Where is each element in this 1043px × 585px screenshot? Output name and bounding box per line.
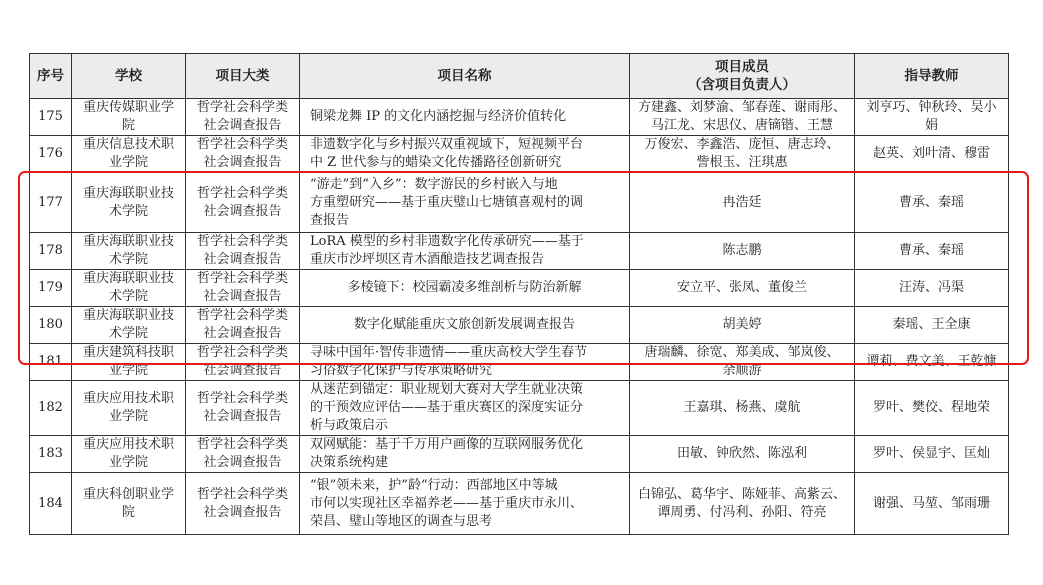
cell-project-name-line: 数字化赋能重庆文旅创新发展调查报告 <box>353 317 575 332</box>
cell-school <box>72 473 186 535</box>
cell-project-name-line: 方重塑研究——基于重庆璧山七塘镇喜观村的调 <box>310 194 584 210</box>
cell-category <box>186 99 300 136</box>
cell-members <box>630 344 855 381</box>
cell-seq: 177 <box>30 173 72 233</box>
header-members-line2: （含项目负责人） <box>688 77 796 93</box>
cell-category-line: 社会调查报告 <box>203 455 282 470</box>
table-row <box>30 381 1009 436</box>
cell-project-name-line: 析与政策启示 <box>310 418 389 433</box>
cell-school <box>72 381 186 436</box>
cell-project-name <box>300 136 630 173</box>
cell-category-line: 社会调查报告 <box>203 252 282 267</box>
cell-advisor <box>855 136 1009 173</box>
cell-category-line: 哲学社会科学类 <box>196 308 288 323</box>
cell-advisor <box>855 270 1009 307</box>
cell-school <box>72 136 186 173</box>
cell-school-line: 院 <box>121 504 135 520</box>
cell-project-name-line: 查报告 <box>310 212 350 228</box>
cell-advisor <box>855 344 1009 381</box>
cell-members-line: 冉浩廷 <box>722 194 762 210</box>
cell-advisor <box>855 381 1009 436</box>
cell-advisor-line: 罗叶、侯显宇、匡灿 <box>872 446 990 461</box>
cell-category-line: 社会调查报告 <box>203 363 282 378</box>
cell-advisor-line: 秦瑶、王全康 <box>892 317 971 332</box>
cell-school-line: 术学院 <box>108 289 148 304</box>
cell-category-line: 哲学社会科学类 <box>196 345 288 360</box>
cell-project-name <box>300 307 630 344</box>
cell-school-line: 重庆海联职业技 <box>82 234 174 249</box>
cell-school-line: 重庆建筑科技职 <box>82 345 174 360</box>
header-category: 项目大类 <box>186 54 300 99</box>
table-row <box>30 473 1009 535</box>
cell-members-line: 余顺游 <box>722 363 762 378</box>
cell-advisor-line: 曹承、秦瑶 <box>898 194 964 210</box>
cell-seq: 184 <box>30 473 72 535</box>
cell-category <box>186 344 300 381</box>
cell-advisor <box>855 436 1009 473</box>
cell-members <box>630 173 855 233</box>
cell-members <box>630 381 855 436</box>
cell-school-line: 重庆信息技术职 <box>82 137 174 152</box>
cell-project-name-line: 多棱镜下：校园霸凌多维剖析与防治新解 <box>347 280 582 295</box>
table-row <box>30 344 1009 381</box>
cell-category <box>186 136 300 173</box>
cell-project-name-line: 重庆市沙坪坝区青木酒酿造技艺调查报告 <box>310 252 545 267</box>
cell-advisor <box>855 307 1009 344</box>
cell-members <box>630 270 855 307</box>
cell-category-line: 哲学社会科学类 <box>196 100 288 115</box>
cell-school-line: 重庆应用技术职 <box>82 437 174 452</box>
cell-members <box>630 99 855 136</box>
cell-school-line: 重庆科创职业学 <box>82 486 174 502</box>
cell-school <box>72 344 186 381</box>
cell-category <box>186 307 300 344</box>
table-row <box>30 270 1009 307</box>
cell-school-line: 业学院 <box>108 455 148 470</box>
cell-project-name-line: 中 Z 世代参与的蜡染文化传播路径创新研究 <box>310 155 562 170</box>
table-row <box>30 233 1009 270</box>
table-row <box>30 436 1009 473</box>
cell-category <box>186 270 300 307</box>
cell-seq: 182 <box>30 381 72 436</box>
cell-seq: 183 <box>30 436 72 473</box>
cell-project-name-line: 决策系统构建 <box>310 455 389 470</box>
cell-members-line: 万俊宏、李鑫浩、庞恒、唐志玲、 <box>644 137 840 152</box>
cell-members <box>630 436 855 473</box>
cell-school-line: 术学院 <box>108 203 148 219</box>
cell-members-line: 安立平、张凤、董俊兰 <box>676 280 807 295</box>
cell-school-line: 术学院 <box>108 326 148 341</box>
cell-school-line: 术学院 <box>108 252 148 267</box>
cell-school-line: 重庆海联职业技 <box>82 308 174 323</box>
cell-advisor <box>855 473 1009 535</box>
cell-project-name <box>300 233 630 270</box>
cell-school-line: 业学院 <box>108 363 148 378</box>
cell-members-line: 王嘉琪、杨燕、虞航 <box>683 400 801 415</box>
cell-school <box>72 99 186 136</box>
cell-school <box>72 270 186 307</box>
cell-project-name <box>300 381 630 436</box>
cell-category-line: 哲学社会科学类 <box>196 271 288 286</box>
cell-advisor-line: 罗叶、樊佼、程地荣 <box>872 400 990 415</box>
cell-project-name <box>300 473 630 535</box>
table-row <box>30 136 1009 173</box>
cell-school <box>72 436 186 473</box>
cell-category <box>186 436 300 473</box>
cell-category-line: 社会调查报告 <box>203 289 282 304</box>
cell-advisor <box>855 173 1009 233</box>
cell-project-name <box>300 99 630 136</box>
cell-seq: 179 <box>30 270 72 307</box>
cell-category-line: 哲学社会科学类 <box>196 234 288 249</box>
cell-seq: 180 <box>30 307 72 344</box>
cell-seq: 175 <box>30 99 72 136</box>
cell-school-line: 业学院 <box>108 409 148 424</box>
cell-members-line: 田敏、钟欣然、陈泓利 <box>676 446 807 461</box>
cell-members-line: 方建鑫、刘梦渝、邹春莲、谢雨彤、 <box>637 100 846 115</box>
cell-category-line: 哲学社会科学类 <box>196 185 288 201</box>
cell-advisor-line: 谢强、马堃、邹雨珊 <box>872 495 990 511</box>
cell-school-line: 重庆海联职业技 <box>82 185 174 201</box>
cell-category <box>186 381 300 436</box>
cell-school-line: 重庆海联职业技 <box>82 271 174 286</box>
cell-members-line: 胡美婷 <box>722 317 762 332</box>
header-advisor: 指导教师 <box>855 54 1009 99</box>
cell-members <box>630 473 855 535</box>
cell-project-name-line: “银”领未来，护”龄“行动：西部地区中等城 <box>310 477 558 493</box>
cell-advisor-line: 娟 <box>924 118 938 133</box>
cell-seq: 181 <box>30 344 72 381</box>
table-header-row <box>30 54 1009 99</box>
cell-members-line: 唐瑞麟、徐宽、郑美成、邹岚俊、 <box>644 345 840 360</box>
cell-advisor-line: 刘亨巧、钟秋玲、吴小 <box>866 100 997 115</box>
cell-category <box>186 233 300 270</box>
cell-project-name-line: 寻味中国年·智传非遗情——重庆高校大学生春节 <box>310 345 588 360</box>
cell-category-line: 社会调查报告 <box>203 409 282 424</box>
cell-school-line: 院 <box>121 118 135 133</box>
cell-members-line: 谭周勇、付冯利、孙阳、符亮 <box>657 504 827 520</box>
cell-project-name-line: 的干预效应评估——基于重庆赛区的深度实证分 <box>310 400 584 415</box>
cell-members-line: 訾根玉、汪琪惠 <box>696 155 788 170</box>
cell-project-name-line: 市何以实现社区幸福养老——基于重庆市永川、 <box>310 495 584 511</box>
cell-members <box>630 233 855 270</box>
cell-advisor <box>855 233 1009 270</box>
header-seq: 序号 <box>30 54 72 99</box>
cell-members <box>630 136 855 173</box>
cell-project-name <box>300 344 630 381</box>
cell-category-line: 社会调查报告 <box>203 203 282 219</box>
cell-project-name-line: “游走”到“入乡”：数字游民的乡村嵌入与地 <box>310 176 558 192</box>
cell-category-line: 哲学社会科学类 <box>196 137 288 152</box>
header-school: 学校 <box>72 54 186 99</box>
cell-members <box>630 307 855 344</box>
cell-project-name-line: 铜梁龙舞 IP 的文化内涵挖掘与经济价值转化 <box>310 109 567 124</box>
cell-school <box>72 233 186 270</box>
cell-category-line: 哲学社会科学类 <box>196 391 288 406</box>
cell-category-line: 社会调查报告 <box>203 326 282 341</box>
table-row <box>30 99 1009 136</box>
cell-category <box>186 473 300 535</box>
cell-project-name <box>300 270 630 307</box>
cell-category <box>186 173 300 233</box>
cell-category-line: 哲学社会科学类 <box>196 437 288 452</box>
cell-project-name <box>300 436 630 473</box>
cell-school-line: 重庆传媒职业学 <box>82 100 174 115</box>
cell-project-name-line: 双网赋能：基于千万用户画像的互联网服务优化 <box>310 437 584 452</box>
cell-school <box>72 307 186 344</box>
cell-category-line: 哲学社会科学类 <box>196 486 288 502</box>
table-row <box>30 173 1009 233</box>
header-project-name: 项目名称 <box>300 54 630 99</box>
cell-members-line: 陈志鹏 <box>722 243 762 258</box>
cell-category-line: 社会调查报告 <box>203 504 282 520</box>
cell-project-name-line: 从迷茫到锚定：职业规划大赛对大学生就业决策 <box>310 382 584 397</box>
cell-seq: 178 <box>30 233 72 270</box>
cell-project-name <box>300 173 630 233</box>
cell-category-line: 社会调查报告 <box>203 155 282 170</box>
cell-advisor-line: 谭莉、费文美、王乾慷 <box>866 354 997 369</box>
cell-members-line: 白锦弘、葛华宇、陈娅菲、高紫云、 <box>637 486 846 502</box>
cell-advisor-line: 赵英、刘叶清、穆雷 <box>872 146 990 161</box>
cell-project-name-line: 非遗数字化与乡村振兴双重视域下，短视频平台 <box>310 137 584 152</box>
header-members-line1: 项目成员 <box>715 59 769 75</box>
project-table <box>29 53 1009 535</box>
cell-category-line: 社会调查报告 <box>203 118 282 133</box>
cell-project-name-line: 习俗数字化保护与传承策略研究 <box>310 363 493 378</box>
cell-advisor <box>855 99 1009 136</box>
cell-school-line: 业学院 <box>108 155 148 170</box>
cell-project-name-line: LoRA 模型的乡村非遗数字化传承研究——基于 <box>310 234 584 249</box>
cell-seq: 176 <box>30 136 72 173</box>
cell-advisor-line: 曹承、秦瑶 <box>898 243 964 258</box>
cell-members-line: 马江龙、宋思仪、唐镝锴、王慧 <box>650 118 833 133</box>
table-row <box>30 307 1009 344</box>
cell-school <box>72 173 186 233</box>
cell-advisor-line: 汪涛、冯渠 <box>898 280 964 295</box>
header-members <box>630 54 855 99</box>
cell-project-name-line: 荣昌、璧山等地区的调查与思考 <box>310 513 493 529</box>
cell-school-line: 重庆应用技术职 <box>82 391 174 406</box>
